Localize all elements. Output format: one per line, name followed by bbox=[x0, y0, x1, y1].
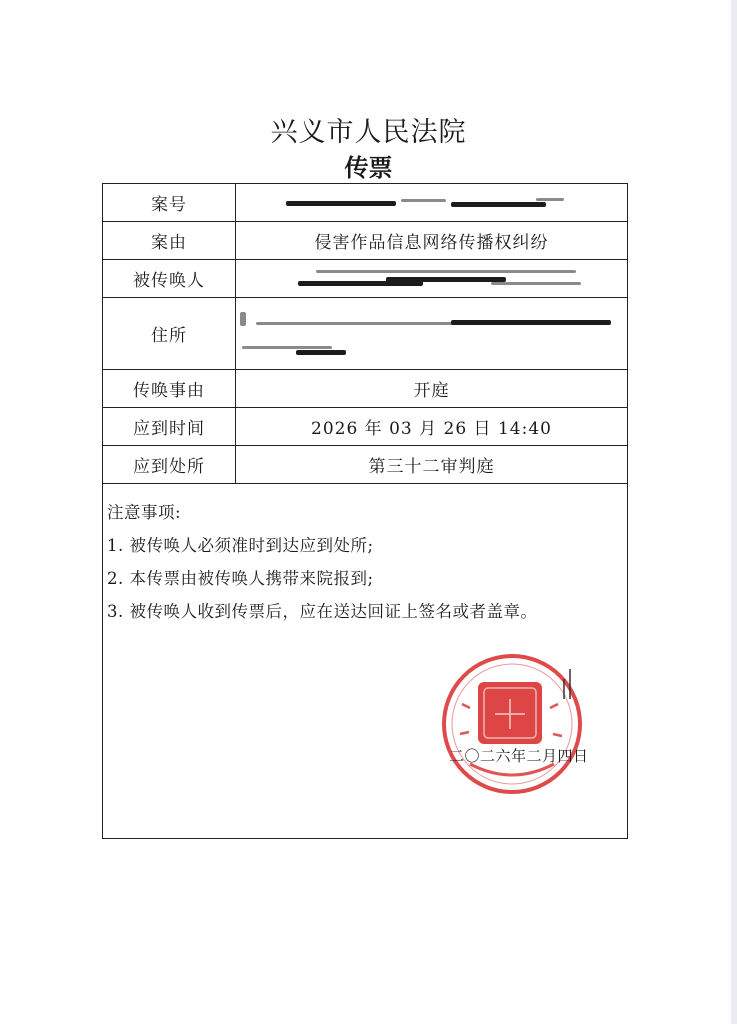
label-appear-time: 应到时间 bbox=[103, 408, 236, 445]
redaction-bar bbox=[256, 322, 456, 325]
row-case-number bbox=[103, 184, 627, 222]
value-appear-place: 第三十二审判庭 bbox=[368, 457, 495, 477]
redaction-bar bbox=[401, 199, 446, 202]
value-appear-time: 2026 年 03 月 26 日 14:40 bbox=[311, 419, 552, 439]
value-case-number bbox=[236, 184, 627, 221]
summons-table bbox=[102, 183, 628, 839]
value-summoned-party bbox=[236, 260, 627, 297]
redaction-bar bbox=[296, 350, 346, 355]
label-case-number: 案号 bbox=[103, 184, 236, 221]
court-seal-stamp bbox=[440, 644, 590, 804]
notes-heading: 注意事项: bbox=[107, 503, 182, 522]
row-appear-time bbox=[103, 408, 627, 446]
redaction-bar bbox=[536, 198, 564, 201]
row-appear-place bbox=[103, 446, 627, 484]
redaction-bar bbox=[491, 282, 581, 285]
label-cause: 案由 bbox=[103, 222, 236, 259]
notes-section bbox=[107, 496, 621, 628]
redaction-bar bbox=[242, 346, 332, 349]
value-address bbox=[236, 298, 627, 369]
label-appear-place: 应到处所 bbox=[103, 446, 236, 483]
court-name: 兴义市人民法院 bbox=[270, 117, 467, 148]
value-cause: 侵害作品信息网络传播权纠纷 bbox=[314, 233, 549, 253]
row-summoned-party bbox=[103, 260, 627, 298]
redaction-bar bbox=[286, 201, 396, 206]
label-address: 住所 bbox=[103, 298, 236, 369]
row-cause bbox=[103, 222, 627, 260]
redaction-bar bbox=[386, 277, 506, 282]
redaction-bar bbox=[240, 312, 246, 326]
row-reason bbox=[103, 370, 627, 408]
document-title: 传票 bbox=[344, 153, 393, 182]
label-summoned-party: 被传唤人 bbox=[103, 260, 236, 297]
redaction-bar bbox=[316, 270, 576, 273]
value-reason: 开庭 bbox=[413, 381, 450, 401]
row-address bbox=[103, 298, 627, 370]
notes-item: 2. 本传票由被传唤人携带来院报到; bbox=[107, 569, 374, 588]
label-reason: 传唤事由 bbox=[103, 370, 236, 407]
redaction-bar bbox=[451, 320, 611, 325]
notes-item: 3. 被传唤人收到传票后，应在送达回证上签名或者盖章。 bbox=[107, 602, 538, 621]
redaction-bar bbox=[451, 202, 546, 207]
issue-date: 二〇二六年二月四日 bbox=[449, 747, 589, 765]
notes-item: 1. 被传唤人必须准时到达应到处所; bbox=[107, 536, 374, 555]
